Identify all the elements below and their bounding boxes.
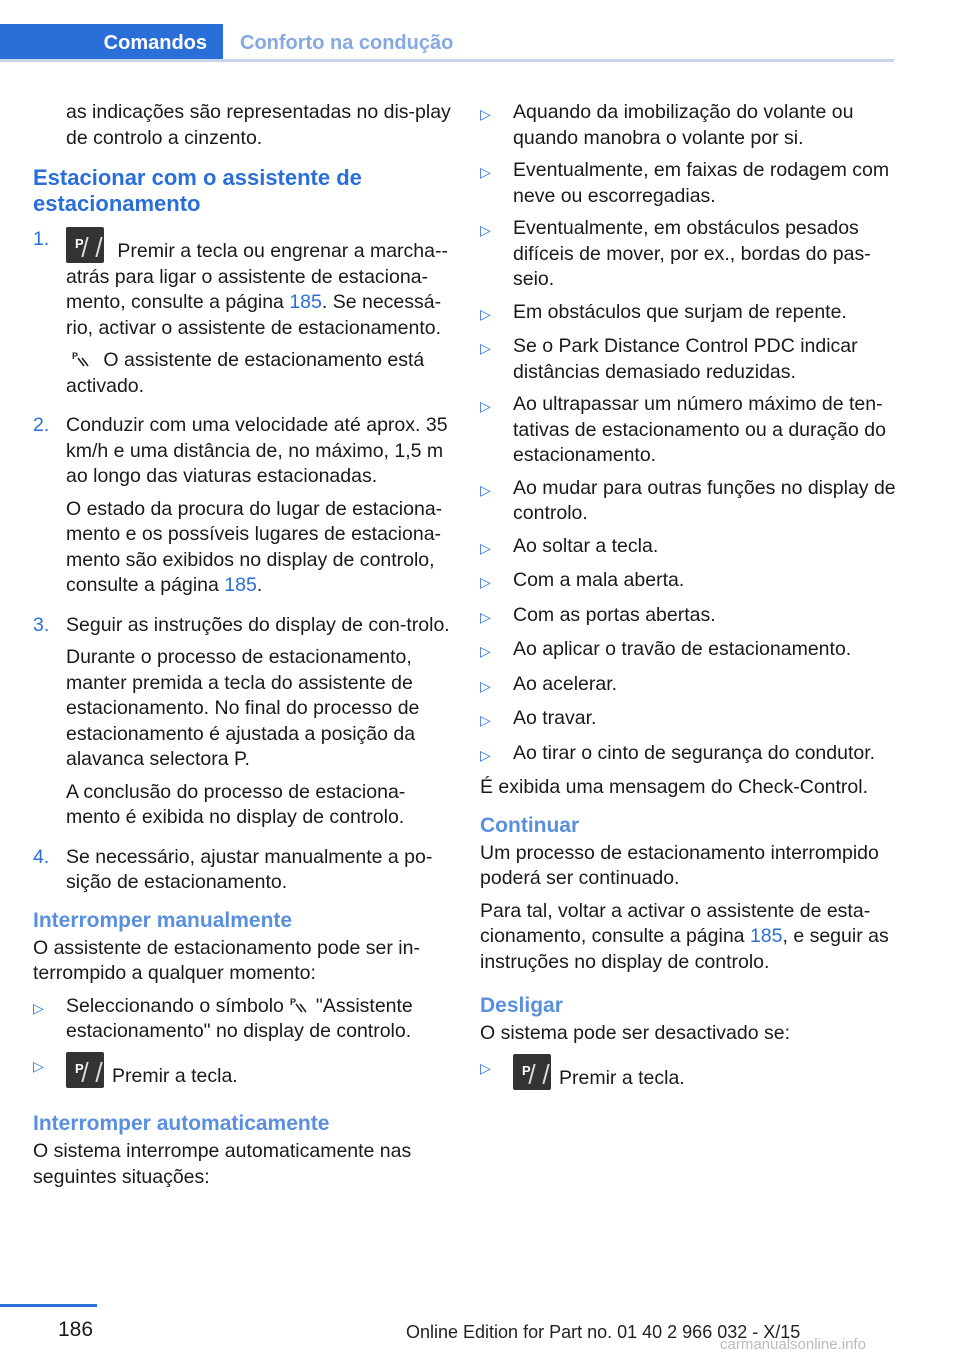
list-item: ▷ Ao acelerar. [480, 672, 618, 695]
svg-text:P: P [289, 996, 296, 1007]
section-title-desligar: Desligar [480, 994, 563, 1017]
step-2: 2. Conduzir com uma velocidade até aprox. 35 km/h e uma distância de, no máximo, 1,5 m ao longo das viaturas estacionadas. O estado da procura do lugar de estaciona-mento e os possíveis lugares de estaciona-mento são exibidos no display de controlo, consulte a página 185. [33, 414, 448, 596]
park-assist-button-icon [66, 1052, 104, 1088]
header-rule [0, 59, 894, 62]
page-link[interactable]: 185 [749, 925, 783, 947]
tab-comandos[interactable]: Comandos [0, 24, 223, 62]
check-control-text: É exibida uma mensagem do Check-Control. [480, 776, 869, 798]
list-item: ▷ Eventualmente, em obstáculos pesados difíceis de mover, por ex., bordas do pas-seio. [480, 217, 871, 290]
page-number: 186 [58, 1318, 94, 1341]
list-item: ▷ Ao tirar o cinto de segurança do condutor. [480, 741, 876, 764]
svg-text:P: P [72, 351, 79, 361]
section-title-manual: Interromper manualmente [33, 908, 293, 932]
left-column: as indicações são representadas no dis-play de controlo a cinzento. Estacionar com o assistente de estacionamento 1. P Premir a tecla ou engrenar a marcha--atrás para ligar o assistente de estaciona-mento, consulte a página 185. Se necessá-rio, activar o assistente de estacionamento. P O assistente de estacionamento está activado. 2. Conduzir com uma velocidade até aprox. 35 km/h e uma distância de, no máximo, 1,5 m ao longo das viaturas estacionadas. O estado da procura do lugar de estaciona-mento e os possíveis lugares de estaciona-mento são exibidos no display de controlo, consulte a página 185. 3. Seguir as instruções do display de con-trolo. Durante o processo de estacionamento, manter premida a tecla do assistente de estacionamento. No final do processo de estacionamento é ajustada a posição da alavanca selectora P. A conclusão do processo de estaciona-mento é exibida no display de controlo. 4. Se necessário, ajustar manualmente a po-sição de estacionamento. Interromper manualmente O assistente de estacionamento pode ser in-terrompido a qualquer momento: ▷ Seleccionando o símbolo P "Assistente estacionamento" no display de controlo. ▷ P Premir a tecla. Interromper automaticamente O sistema interrompe automaticamente nas seguintes situações: [33, 100, 453, 1197]
list-item: ▷ Com as portas abertas. [480, 603, 716, 626]
list-item: ▷ Com a mala aberta. [480, 569, 685, 591]
page-header [0, 24, 894, 62]
right-column: ▷ Aquando da imobilização do volante ou quando manobra o volante por si. ▷ Eventualmente, em faixas de rodagem com neve ou escorregadias. ▷ Eventualmente, em obstáculos pesados difíceis de mover, por ex., bordas do pas-seio. ▷ Em obstáculos que surjam de repente. ▷ Se o Park Distance Control PDC indicar distâncias demasiado reduzidas. ▷ Ao ultrapassar um número máximo de ten-tativas de estacionamento ou a duração do estacionamento. ▷ Ao mudar para outras funções no display de controlo. ▷ Ao soltar a tecla. ▷ Com a mala aberta. ▷ Com as portas abertas. ▷ Ao aplicar o travão de estacionamento. ▷ Ao acelerar. ▷ Ao travar. ▷ Ao tirar o cinto de segurança do condutor. É exibida uma mensagem do Check-Control. Continuar Um processo de estacionamento interrompido poderá ser continuado. Para tal, voltar a activar o assistente de esta-cionamento, consulte a página 185, e seguir as instruções no display de controlo. Desligar O sistema pode ser desactivado se: ▷ P Premir a tecla. [480, 100, 900, 1098]
list-item: ▷ Eventualmente, em faixas de rodagem com neve ou escorregadias. [480, 159, 890, 207]
park-assist-button-icon [66, 227, 104, 263]
edition-text: Online Edition for Part no. 01 40 2 966 032 - X/15 [406, 1322, 801, 1342]
section-title-auto: Interromper automaticamente [33, 1112, 330, 1135]
list-item: ▷ Ao travar. [480, 707, 597, 729]
step-number: 1. [33, 228, 50, 250]
step-4: 4. Se necessário, ajustar manualmente a po-sição de estacionamento. [33, 845, 433, 893]
list-item: ▷ Ao soltar a tecla. [480, 534, 659, 557]
list-item: ▷ P Premir a tecla. [33, 1052, 453, 1090]
list-item: ▷ Em obstáculos que surjam de repente. [480, 300, 847, 323]
intro-text: as indicações são representadas no dis-play de controlo a cinzento. [66, 101, 451, 149]
footer-rule [0, 1304, 97, 1307]
page-link[interactable]: 185 [289, 291, 322, 313]
section-title-estacionar: Estacionar com o assistente de estacionamento [33, 165, 362, 216]
list-item: ▷ Seleccionando o símbolo P "Assistente estacionamento" no display de controlo. [33, 994, 413, 1042]
list-item: ▷ Ao ultrapassar um número máximo de ten-tativas de estacionamento ou a duração do estacionamento. [480, 393, 886, 466]
step-3: 3. Seguir as instruções do display de con-trolo. Durante o processo de estacionamento, manter premida a tecla do assistente de estacionamento. No final do processo de estacionamento é ajustada a posição da alavanca selectora P. A conclusão do processo de estaciona-mento é exibida no display de controlo. [33, 613, 450, 828]
page-link[interactable]: 185 [224, 574, 257, 596]
step-1: 1. P Premir a tecla ou engrenar a marcha--atrás para ligar o assistente de estaciona-mento, consulte a página 185. Se necessá-rio, activar o assistente de estacionamento. P O assistente de estacionamento está activado. [33, 227, 453, 406]
section-title-continuar: Continuar [480, 813, 580, 837]
park-assist-button-icon [513, 1054, 551, 1090]
watermark: carmanualsonline.info [720, 1336, 866, 1353]
list-item: ▷ Ao aplicar o travão de estacionamento. [480, 638, 852, 660]
list-item: ▷ Ao mudar para outras funções no display de controlo. [480, 476, 896, 524]
tab-conforto[interactable]: Conforto na condução [240, 32, 454, 54]
list-item: ▷ P Premir a tecla. [480, 1054, 900, 1092]
list-item: ▷ Aquando da imobilização do volante ou quando manobra o volante por si. [480, 101, 854, 149]
park-assist-symbol-icon [290, 996, 310, 1014]
list-item: ▷ Se o Park Distance Control PDC indicar distâncias demasiado reduzidas. [480, 335, 858, 383]
park-assist-symbol-icon [72, 350, 92, 368]
